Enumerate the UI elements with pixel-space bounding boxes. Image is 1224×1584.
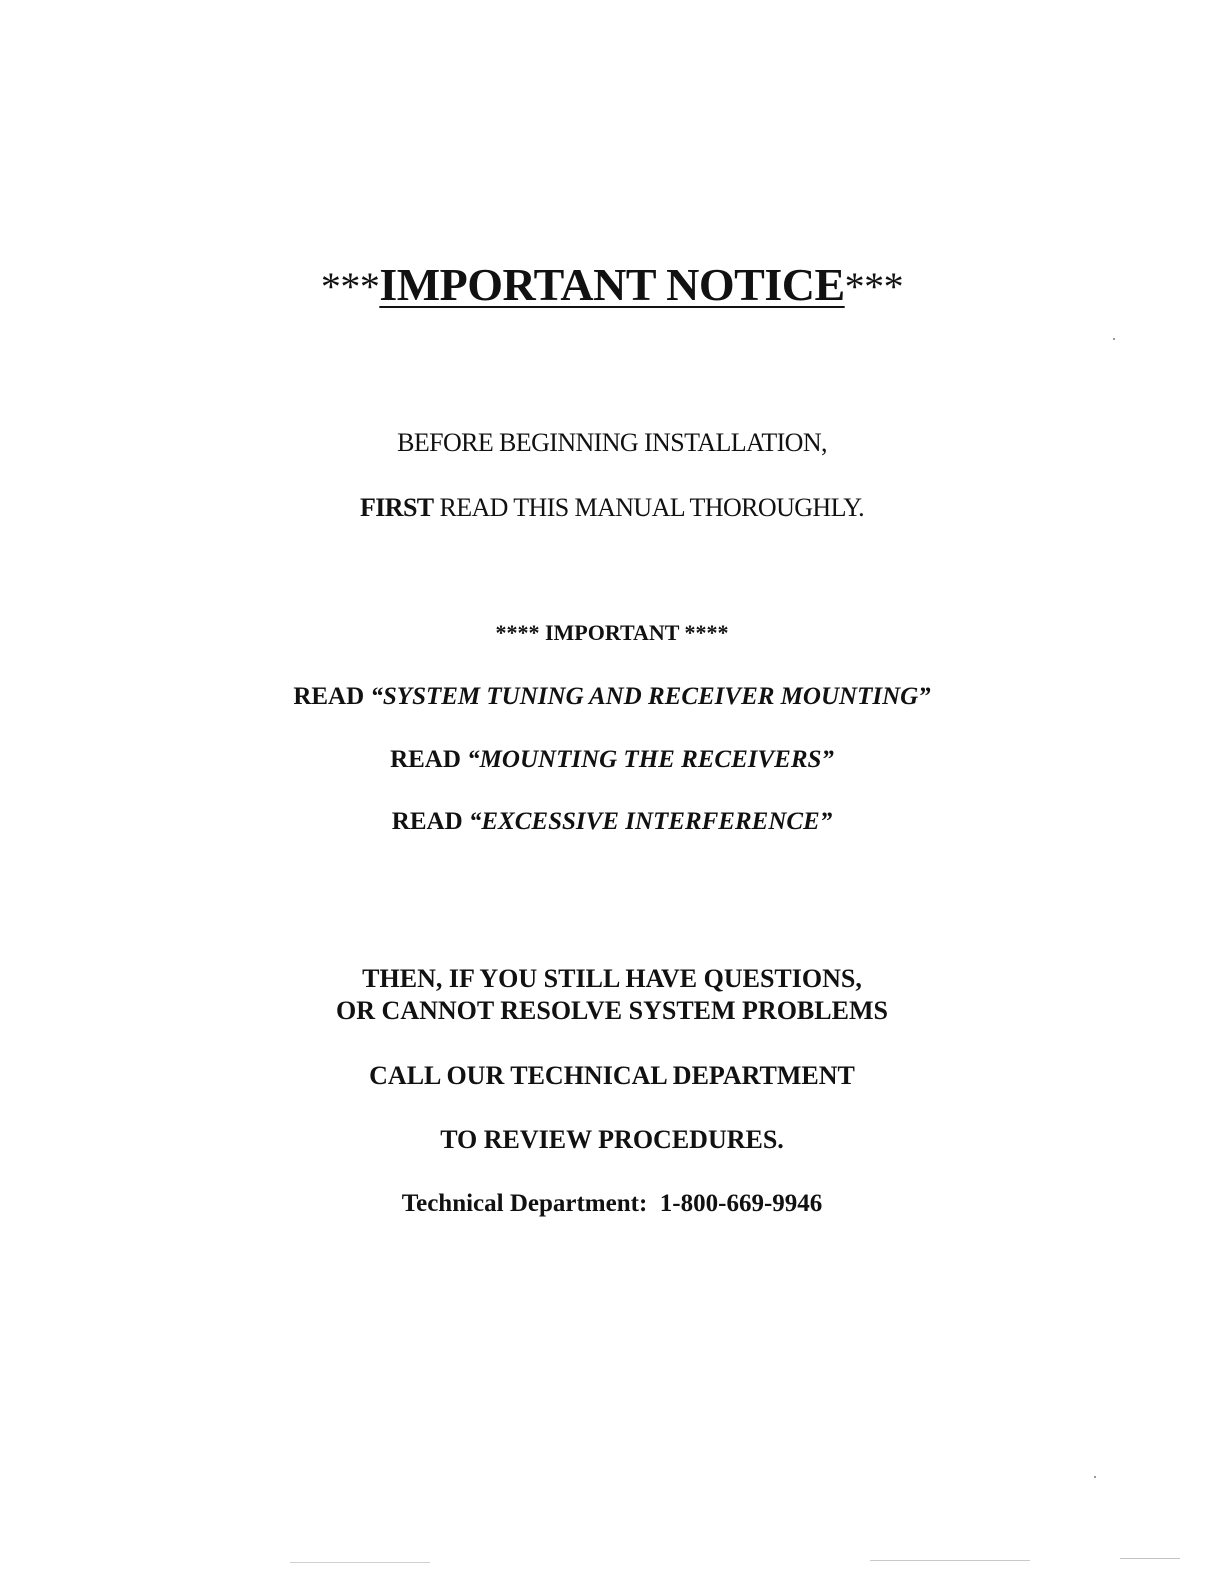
read-item — [0, 683, 1224, 711]
scan-speck — [1094, 1476, 1096, 1478]
page-title — [0, 258, 1224, 311]
closing-line-1: THEN, IF YOU STILL HAVE QUESTIONS, — [362, 964, 862, 993]
scan-speck — [1120, 1558, 1180, 1559]
contact-line — [0, 1190, 1224, 1218]
contact-label: Technical Department: — [401, 1190, 648, 1217]
read-title: “MOUNTING THE RECEIVERS” — [467, 746, 834, 773]
scan-speck — [290, 1562, 430, 1563]
read-prefix: READ — [293, 683, 371, 710]
title-text: IMPORTANT NOTICE — [379, 259, 845, 310]
title-stars-right: *** — [844, 264, 904, 309]
intro-emphasis: FIRST — [359, 493, 434, 522]
intro-rest: READ THIS MANUAL THOROUGHLY. — [433, 493, 865, 522]
important-heading: **** IMPORTANT **** — [495, 620, 729, 645]
scan-speck — [1113, 338, 1115, 340]
read-title: “EXCESSIVE INTERFERENCE” — [468, 808, 833, 835]
intro-line-2 — [0, 493, 1224, 523]
read-prefix: READ — [390, 746, 468, 773]
read-prefix: READ — [391, 808, 469, 835]
read-item — [0, 746, 1224, 774]
closing-line-3: CALL OUR TECHNICAL DEPARTMENT — [369, 1061, 855, 1090]
title-stars-left: *** — [320, 264, 380, 309]
read-item — [0, 808, 1224, 836]
read-title: “SYSTEM TUNING AND RECEIVER MOUNTING” — [370, 683, 931, 710]
scan-speck — [870, 1560, 1030, 1561]
closing-line-2: OR CANNOT RESOLVE SYSTEM PROBLEMS — [336, 996, 888, 1025]
intro-line-1: BEFORE BEGINNING INSTALLATION, — [397, 428, 827, 457]
closing-line-4: TO REVIEW PROCEDURES. — [440, 1125, 784, 1154]
contact-phone: 1-800-669-9946 — [659, 1190, 823, 1217]
